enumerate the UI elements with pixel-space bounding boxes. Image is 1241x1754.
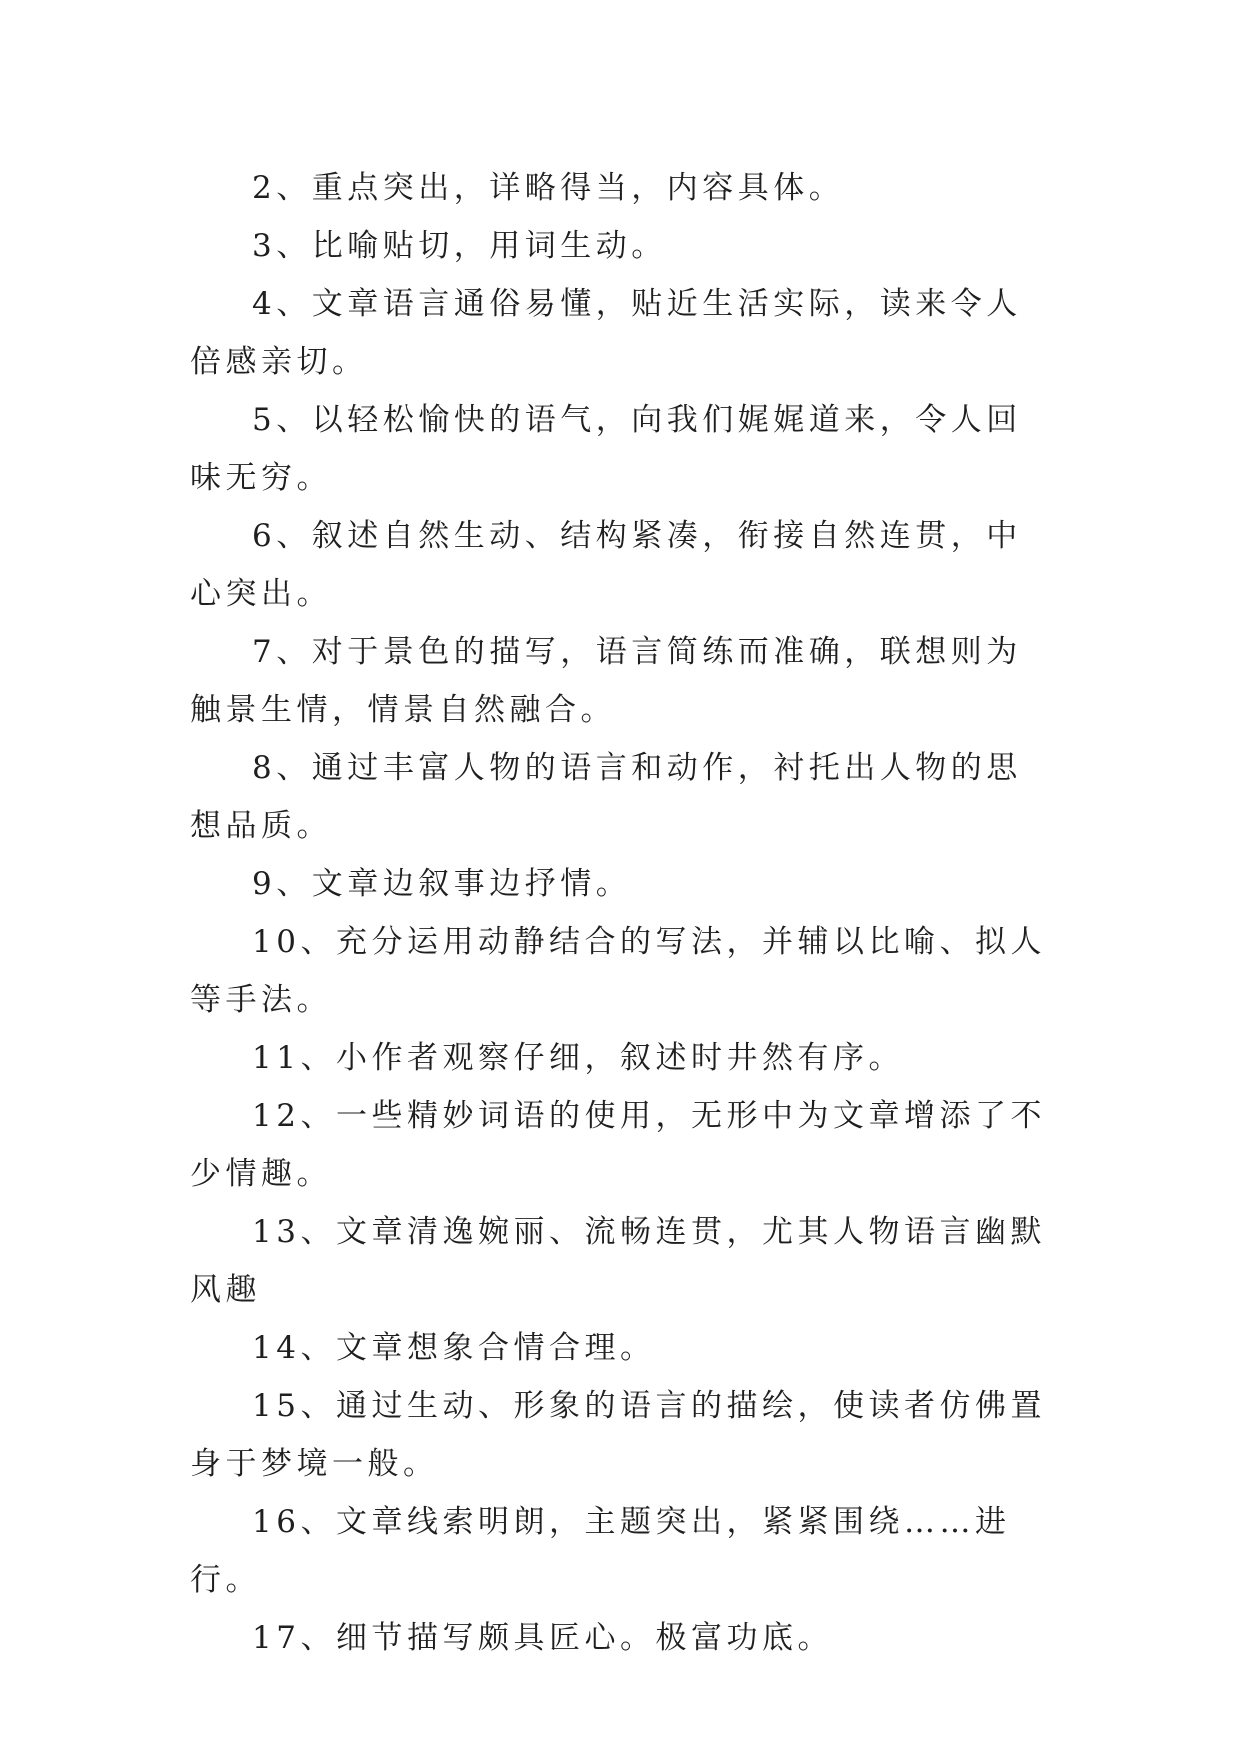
paragraph-7: 7、对于景色的描写，语言简练而准确，联想则为触景生情，情景自然融合。 [190,634,1022,728]
paragraph-12: 12、一些精妙词语的使用，无形中为文章增添了不少情趣。 [190,1098,1046,1192]
paragraph-4: 4、文章语言通俗易懂，贴近生活实际，读来令人倍感亲切。 [190,286,1022,380]
paragraph-5: 5、以轻松愉快的语气，向我们娓娓道来，令人回味无穷。 [190,402,1022,496]
paragraph-11: 11、小作者观察仔细，叙述时井然有序。 [252,1040,904,1076]
paragraph-14: 14、文章想象合情合理。 [252,1330,656,1366]
paragraph-8: 8、通过丰富人物的语言和动作，衬托出人物的思想品质。 [190,750,1022,844]
paragraph-9: 9、文章边叙事边抒情。 [252,866,632,902]
paragraph-10: 10、充分运用动静结合的写法，并辅以比喻、拟人等手法。 [190,924,1046,1018]
document-body [190,159,1052,1667]
paragraph-2: 2、重点突出，详略得当，内容具体。 [252,170,845,206]
paragraph-17: 17、细节描写颇具匠心。极富功底。 [252,1620,833,1656]
paragraph-6: 6、叙述自然生动、结构紧凑，衔接自然连贯，中心突出。 [190,518,1022,612]
paragraph-13: 13、文章清逸婉丽、流畅连贯，尤其人物语言幽默风趣 [190,1214,1046,1308]
paragraph-16: 16、文章线索明朗，主题突出，紧紧围绕……进行。 [190,1504,1011,1598]
paragraph-15: 15、通过生动、形象的语言的描绘，使读者仿佛置身于梦境一般。 [190,1388,1046,1482]
paragraph-3: 3、比喻贴切，用词生动。 [252,228,667,264]
